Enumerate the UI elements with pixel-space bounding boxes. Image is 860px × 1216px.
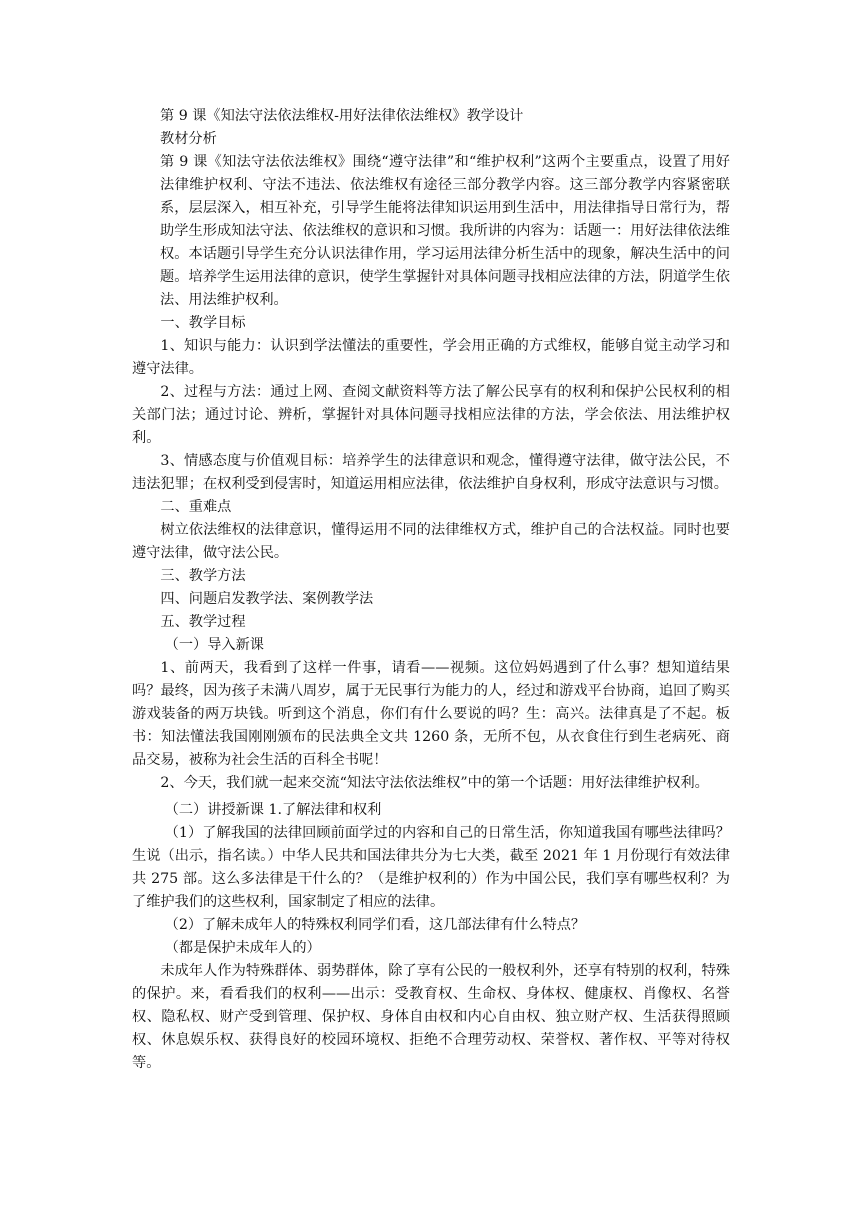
step1-heading: （一）导入新课	[164, 637, 264, 653]
key-heading: 二、重难点	[160, 499, 232, 515]
method-paragraph: 四、问题启发教学法、案例教学法	[160, 591, 374, 607]
analysis-paragraph: 第 9 课《知法守法依法维权》围绕“遵守法律”和“维护权利”这两个主要重点，设置了用好法律维护权利、守法不违法、依法维权有途径三部分教学内容。这三部分教学内容紧密联系，层层深入，相互补充，引导学生能将法律知识运用到生活中，用法律指导日常行为，帮助学生形成知法守法、依法维权的意识和习惯。我所讲的内容为：话题一：用好法律依法维权。本话题引导学生充分认识法律作用，学习运用法律分析生活中的现象，解决生活中的问题。培养学生运用法律的意识，使学生掌握针对具体问题寻找相应法律的方法，阴道学生依法、用法维护权利。	[160, 154, 730, 308]
step2-paragraph-3: （都是保护未成年人的）	[164, 940, 321, 956]
step1-paragraph-2: 2、今天，我们就一起来交流“知法守法依法维权”中的第一个话题：用好法律维护权利。	[160, 775, 709, 791]
goal-attitude: 3、情感态度与价值观目标：培养学生的法律意识和观念，懂得遵守法律，做守法公民，不违法犯罪；在权利受到侵害时，知道运用相应法律，依法维护自身权利，形成守法意识与习惯。	[132, 453, 730, 492]
goal-knowledge: 1、知识与能力：认识到学法懂法的重要性，学会用正确的方式维权，能够自觉主动学习和遵守法律。	[132, 338, 730, 377]
step2-paragraph-2: （2）了解未成年人的特殊权利同学们看，这几部法律有什么特点？	[164, 917, 586, 933]
step2-paragraph-1: （1）了解我国的法律回顾前面学过的内容和自己的日常生活，你知道我国有哪些法律吗？生说（出示，指名读。）中华人民共和国法律共分为七大类，截至 2021 年 1 月份现行有效法律共 275 部。这么多法律是干什么的？（是维护权利的）作为中国公民，我们享有哪些权利？为了维护我们的这些权利，国家制定了相应的法律。	[132, 825, 730, 910]
step1-paragraph-1: 1、前两天，我看到了这样一件事，请看——视频。这位妈妈遇到了什么事？想知道结果吗？最终，因为孩子未满八周岁，属于无民事行为能力的人，经过和游戏平台协商，追回了购买游戏装备的两万块钱。听到这个消息，你们有什么要说的吗？生：高兴。法律真是了不起。板书：知法懂法我国刚刚颁布的民法典全文共 1260 条，无所不包，从衣食住行到生老病死、商品交易，被称为社会生活的百科全书呢！	[132, 660, 730, 768]
goal-process: 2、过程与方法：通过上网、查阅文献资料等方法了解公民享有的权利和保护公民权利的相关部门法；通过讨论、辨析，掌握针对具体问题寻找相应法律的方法，学会依法、用法维护权利。	[132, 384, 730, 446]
document-title: 第 9 课《知法守法依法维权-用好法律依法维权》教学设计	[160, 108, 524, 124]
key-paragraph: 树立依法维权的法律意识，懂得运用不同的法律维权方式，维护自己的合法权益。同时也要遵守法律，做守法公民。	[132, 522, 730, 561]
step2-heading: （二）讲授新课 1.了解法律和权利	[164, 802, 382, 818]
document-body	[132, 105, 730, 1075]
process-heading: 五、教学过程	[160, 614, 246, 630]
step2-paragraph-4: 未成年人作为特殊群体、弱势群体，除了享有公民的一般权利外，还享有特别的权利，特殊的保护。来，看看我们的权利——出示：受教育权、生命权、身体权、健康权、肖像权、名誉权、隐私权、财产受到管理、保护权、身体自由权和内心自由权、独立财产权、生活获得照顾权、休息娱乐权、获得良好的校园环境权、拒绝不合理劳动权、荣誉权、著作权、平等对待权等。	[132, 963, 730, 1071]
method-heading: 三、教学方法	[160, 568, 246, 584]
analysis-heading: 教材分析	[160, 131, 217, 147]
goals-heading: 一、教学目标	[160, 315, 246, 331]
